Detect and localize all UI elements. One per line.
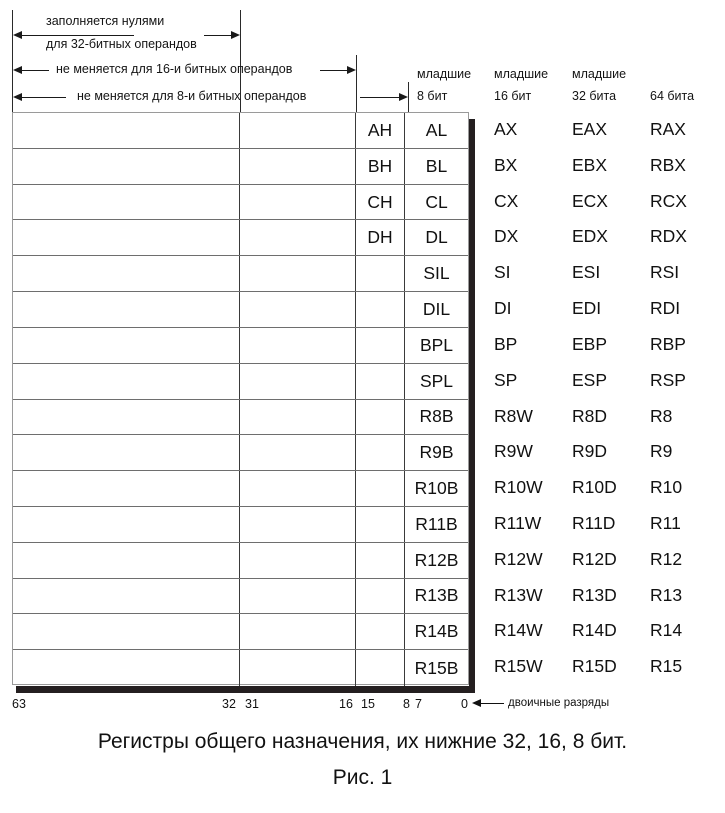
guide-line-bit8 bbox=[408, 82, 409, 112]
column-header-full64: 64 бита bbox=[650, 89, 695, 103]
cell-bits31-16-blank bbox=[240, 292, 356, 327]
register-name-low16: DX bbox=[494, 226, 519, 247]
cell-high8-register bbox=[356, 471, 405, 506]
cell-bits31-16-blank bbox=[240, 328, 356, 363]
cell-low8-register: BPL bbox=[419, 334, 454, 355]
register-name-low32: EBX bbox=[572, 154, 608, 175]
table-shadow-bottom bbox=[16, 686, 474, 693]
bit-label-7: 7 bbox=[415, 697, 422, 711]
bit-label-63: 63 bbox=[12, 697, 26, 711]
cell-bits31-16-blank bbox=[240, 185, 356, 220]
cell-high32-blank bbox=[13, 220, 240, 255]
figure-caption-line1: Регистры общего назначения, их нижние 32, 16, 8 бит. bbox=[97, 730, 628, 753]
table-row bbox=[13, 400, 468, 436]
register-name-low32: ESP bbox=[572, 369, 608, 390]
annotation-fill-zeros-line2: для 32-битных операндов bbox=[46, 37, 197, 51]
register-name-low16: R13W bbox=[494, 584, 543, 605]
bit-positions-label: двоичные разряды bbox=[508, 697, 610, 709]
cell-high8-register bbox=[356, 364, 405, 399]
cell-high32-blank bbox=[13, 256, 240, 291]
cell-low8-register: DIL bbox=[422, 298, 451, 319]
cell-high32-blank bbox=[13, 113, 240, 148]
annotation-unchanged-8-label: не меняется для 8-и битных операндов bbox=[77, 89, 307, 103]
register-name-full64: R13 bbox=[650, 584, 683, 605]
cell-high8-register bbox=[356, 256, 405, 291]
register-name-low32: R13D bbox=[572, 584, 617, 605]
register-name-low32: ECX bbox=[572, 190, 608, 211]
cell-high8-register bbox=[356, 650, 405, 686]
table-row bbox=[13, 364, 468, 400]
cell-low8-register: R10B bbox=[414, 478, 459, 499]
register-name-low16: R15W bbox=[494, 656, 543, 677]
cell-high8-register: BH bbox=[356, 149, 405, 184]
register-name-low32: R9D bbox=[572, 441, 608, 462]
bit-label-0: 0 bbox=[461, 697, 468, 711]
table-row bbox=[13, 149, 468, 185]
cell-bits31-16-blank bbox=[240, 650, 356, 686]
figure-caption-line2: Рис. 1 bbox=[332, 766, 393, 789]
annotation-fill-zeros-line1: заполняется нулями bbox=[46, 14, 165, 28]
register-name-low32: EAX bbox=[572, 119, 608, 139]
cell-bits31-16-blank bbox=[240, 435, 356, 470]
cell-high8-register: AH bbox=[356, 113, 405, 148]
cell-high32-blank bbox=[13, 507, 240, 542]
cell-bits31-16-blank bbox=[240, 149, 356, 184]
cell-bits31-16-blank bbox=[240, 220, 356, 255]
column-header-low8-line1: младшие bbox=[417, 67, 472, 81]
cell-high32-blank bbox=[13, 149, 240, 184]
cell-high32-blank bbox=[13, 185, 240, 220]
cell-bits31-16-blank bbox=[240, 256, 356, 291]
cell-high8-register bbox=[356, 614, 405, 649]
register-name-low32: R15D bbox=[572, 656, 617, 677]
register-name-full64: R11 bbox=[650, 512, 681, 533]
register-name-low16: CX bbox=[494, 190, 519, 211]
cell-low8-register: R9B bbox=[419, 442, 454, 463]
cell-high32-blank bbox=[13, 400, 240, 435]
table-row bbox=[13, 185, 468, 221]
register-name-full64: R12 bbox=[650, 548, 683, 569]
register-name-full64: RSI bbox=[650, 262, 680, 283]
table-row bbox=[13, 328, 468, 364]
register-name-low32: EDI bbox=[572, 298, 602, 319]
cell-low8-register: R8B bbox=[419, 406, 454, 427]
register-name-low16: R8W bbox=[494, 405, 533, 426]
cell-high32-blank bbox=[13, 328, 240, 363]
table-row bbox=[13, 113, 468, 149]
register-name-full64: RBX bbox=[650, 154, 686, 175]
register-name-low32: R11D bbox=[572, 512, 616, 533]
table-row bbox=[13, 256, 468, 292]
register-name-full64: RDX bbox=[650, 226, 687, 247]
register-name-full64: R10 bbox=[650, 477, 683, 498]
table-row bbox=[13, 543, 468, 579]
table-row bbox=[13, 292, 468, 328]
cell-high32-blank bbox=[13, 435, 240, 470]
cell-bits31-16-blank bbox=[240, 579, 356, 614]
cell-low8-register: R15B bbox=[414, 657, 459, 678]
bit-label-15: 15 bbox=[361, 697, 375, 711]
register-name-low16: BP bbox=[494, 333, 518, 354]
register-name-full64: R8 bbox=[650, 405, 673, 426]
cell-high8-register bbox=[356, 507, 405, 542]
cell-high32-blank bbox=[13, 650, 240, 686]
column-header-low32-line1: младшие bbox=[572, 67, 627, 81]
column-header-low16-line2: 16 бит bbox=[494, 89, 532, 103]
cell-high8-register: CH bbox=[356, 185, 405, 220]
bit-positions-arrow-line bbox=[478, 703, 504, 704]
bit-label-16: 16 bbox=[339, 697, 353, 711]
cell-low8-register: R12B bbox=[414, 549, 459, 570]
register-name-low16: SP bbox=[494, 369, 518, 390]
cell-high8-register bbox=[356, 579, 405, 614]
register-name-low32: ESI bbox=[572, 262, 601, 283]
cell-high8-register bbox=[356, 435, 405, 470]
cell-high32-blank bbox=[13, 614, 240, 649]
bit-label-31: 31 bbox=[245, 697, 259, 711]
cell-high32-blank bbox=[13, 471, 240, 506]
bit-label-32: 32 bbox=[222, 697, 236, 711]
register-table bbox=[12, 112, 469, 685]
register-name-low16: DI bbox=[494, 298, 512, 319]
cell-high32-blank bbox=[13, 364, 240, 399]
cell-bits31-16-blank bbox=[240, 507, 356, 542]
cell-high8-register bbox=[356, 400, 405, 435]
cell-high8-register bbox=[356, 328, 405, 363]
cell-low8-register: DL bbox=[425, 227, 448, 248]
register-name-low16: R9W bbox=[494, 441, 533, 462]
cell-high32-blank bbox=[13, 292, 240, 327]
register-name-full64: RBP bbox=[650, 333, 686, 354]
register-name-low16: BX bbox=[494, 154, 518, 175]
register-name-low16: R14W bbox=[494, 620, 543, 641]
register-name-full64: R14 bbox=[650, 620, 683, 641]
register-name-low16: SI bbox=[494, 262, 511, 283]
column-header-low8-line2: 8 бит bbox=[417, 89, 448, 103]
table-row bbox=[13, 614, 468, 650]
cell-bits31-16-blank bbox=[240, 543, 356, 578]
cell-low8-register: R14B bbox=[414, 621, 459, 642]
register-name-low32: EBP bbox=[572, 333, 608, 354]
cell-low8-register: BL bbox=[425, 155, 448, 176]
cell-low8-register: SPL bbox=[419, 370, 454, 391]
register-name-low32: EDX bbox=[572, 226, 608, 247]
bit-label-8: 8 bbox=[403, 697, 410, 711]
cell-high32-blank bbox=[13, 579, 240, 614]
table-row bbox=[13, 579, 468, 615]
cell-high8-register bbox=[356, 543, 405, 578]
register-name-low32: R14D bbox=[572, 620, 617, 641]
cell-low8-register: R11B bbox=[415, 513, 458, 534]
register-name-low32: R8D bbox=[572, 405, 608, 426]
cell-bits31-16-blank bbox=[240, 364, 356, 399]
register-name-full64: RSP bbox=[650, 369, 686, 390]
register-name-full64: RDI bbox=[650, 298, 681, 319]
cell-low8-register: CL bbox=[425, 191, 448, 212]
cell-high32-blank bbox=[13, 543, 240, 578]
register-name-full64: R9 bbox=[650, 441, 673, 462]
register-name-low32: R12D bbox=[572, 548, 617, 569]
table-row bbox=[13, 471, 468, 507]
column-header-low32-line2: 32 бита bbox=[572, 89, 617, 103]
cell-high8-register bbox=[356, 292, 405, 327]
cell-high8-register: DH bbox=[356, 220, 405, 255]
register-name-full64: R15 bbox=[650, 656, 683, 677]
table-row bbox=[13, 220, 468, 256]
table-row bbox=[13, 507, 468, 543]
register-name-low16: R11W bbox=[494, 512, 542, 533]
table-shadow-right bbox=[469, 119, 475, 693]
table-row bbox=[13, 435, 468, 471]
register-name-low32: R10D bbox=[572, 477, 617, 498]
register-name-low16: R10W bbox=[494, 477, 543, 498]
table-row bbox=[13, 650, 468, 686]
cell-bits31-16-blank bbox=[240, 614, 356, 649]
cell-low8-register: R13B bbox=[414, 585, 459, 606]
cell-low8-register: SIL bbox=[423, 263, 450, 284]
cell-bits31-16-blank bbox=[240, 113, 356, 148]
annotation-unchanged-16-label: не меняется для 16-и битных операндов bbox=[56, 62, 293, 76]
guide-line-bit16 bbox=[356, 55, 357, 112]
register-name-full64: RCX bbox=[650, 190, 687, 211]
register-name-full64: RAX bbox=[650, 119, 686, 139]
column-header-low16-line1: младшие bbox=[494, 67, 549, 81]
register-name-low16: R12W bbox=[494, 548, 543, 569]
cell-bits31-16-blank bbox=[240, 400, 356, 435]
cell-low8-register: AL bbox=[425, 119, 448, 140]
register-name-low16: AX bbox=[494, 119, 518, 139]
cell-bits31-16-blank bbox=[240, 471, 356, 506]
